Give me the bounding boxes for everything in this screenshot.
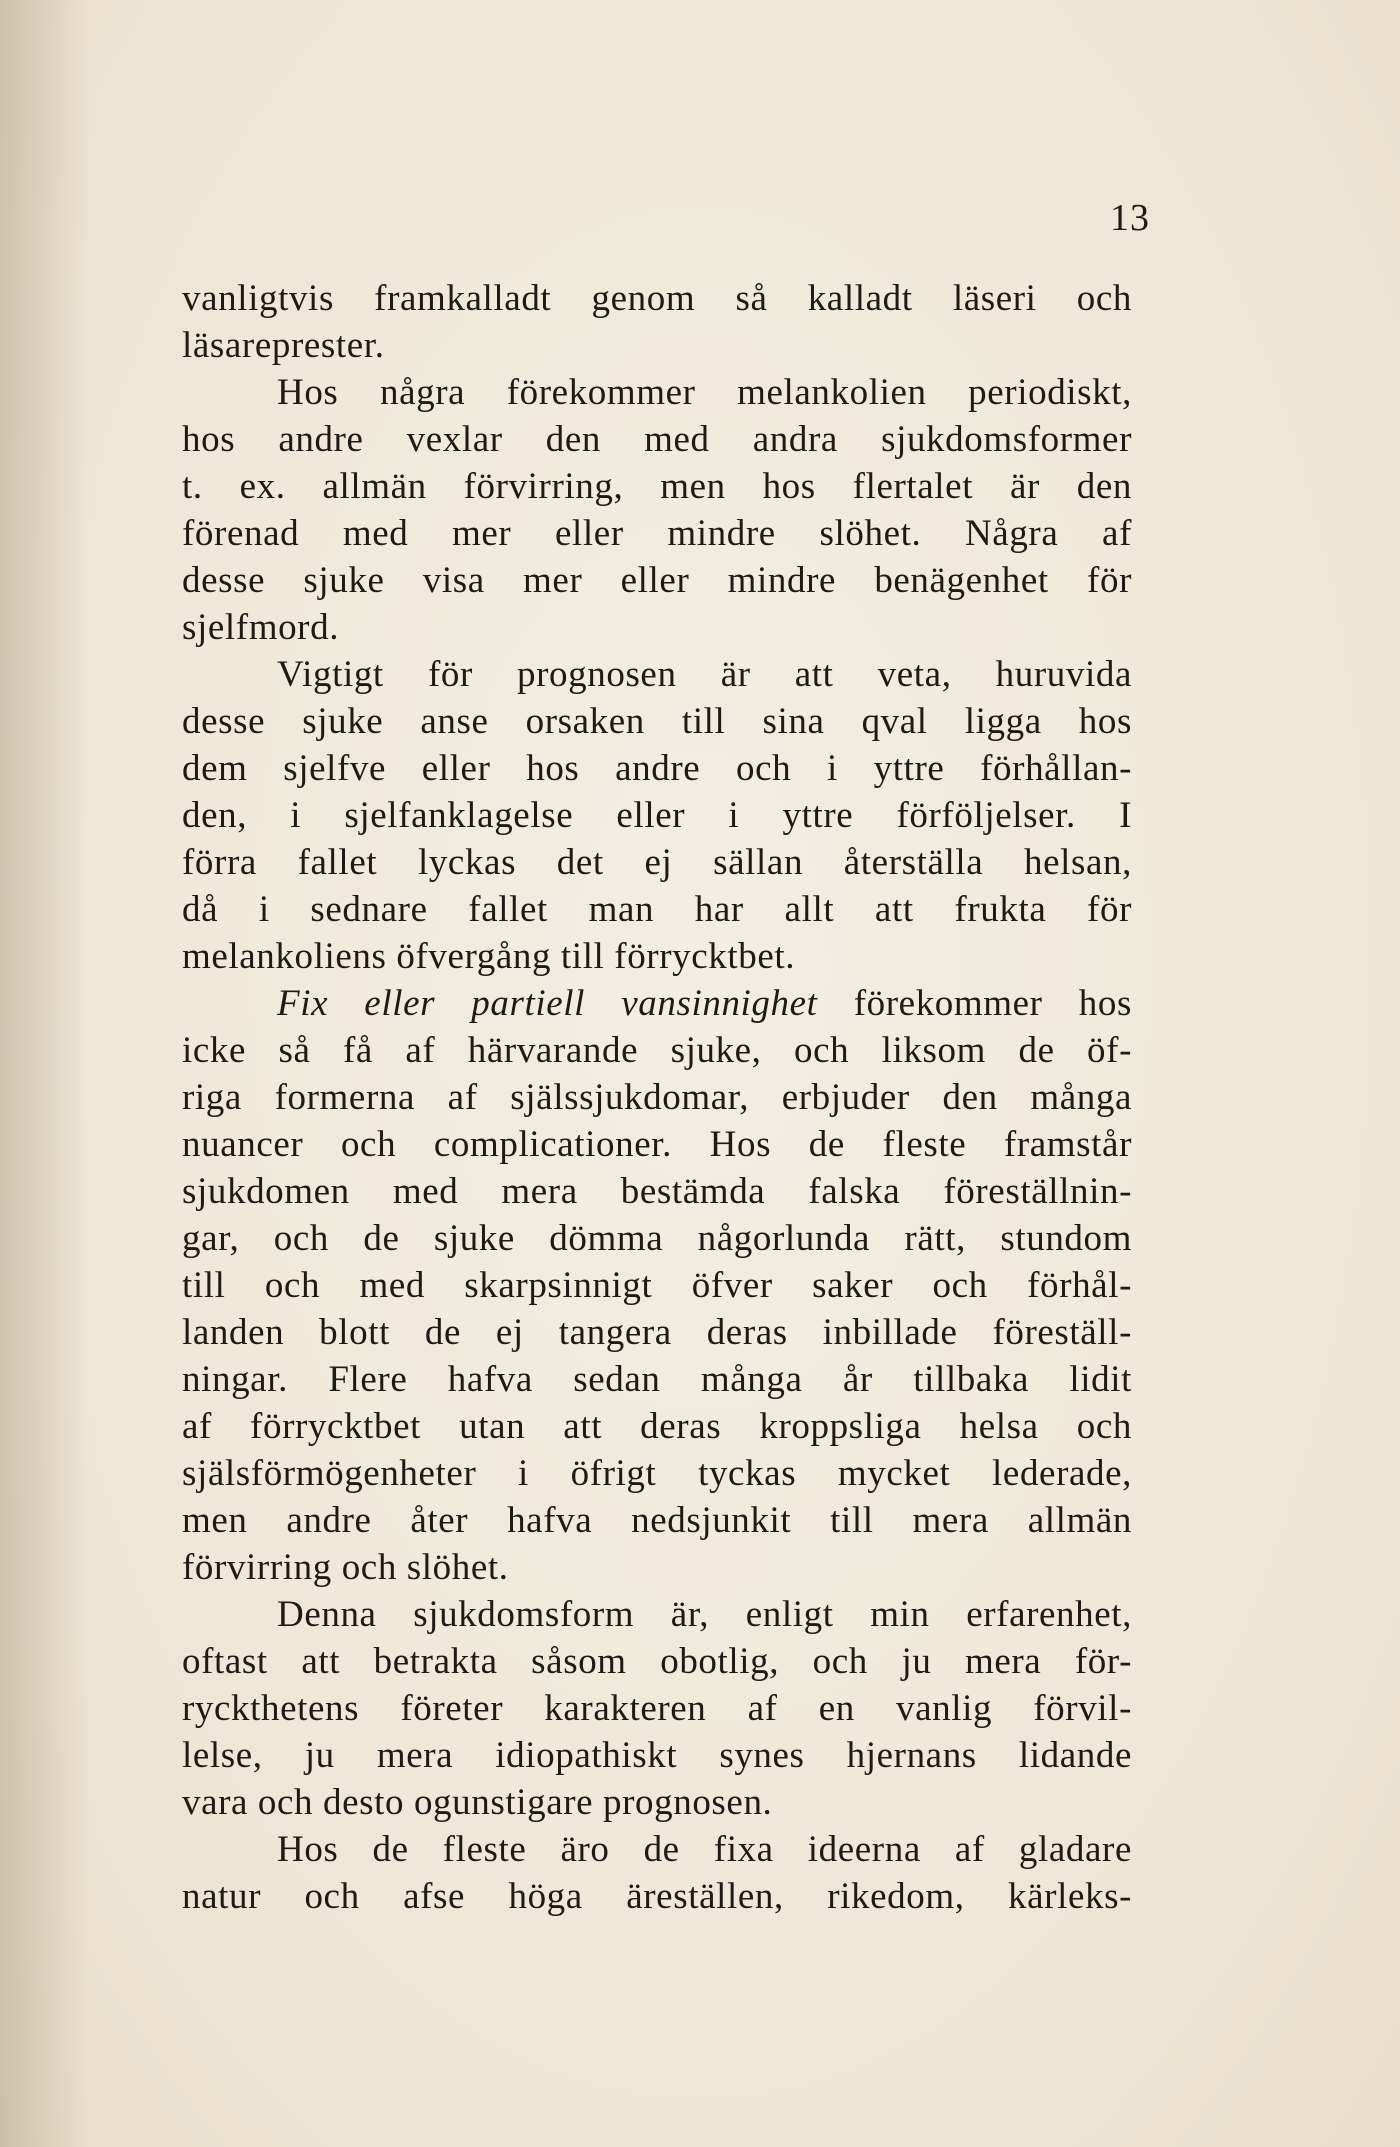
line-text: desse sjuke visa mer eller mindre benägenhet för	[182, 560, 1132, 601]
line-text: förvirring och slöhet.	[182, 1547, 509, 1588]
body-text	[182, 275, 1132, 1920]
line-text: dem sjelfve eller hos andre och i yttre förhållan-	[182, 748, 1132, 789]
line-text: nuancer och complicationer. Hos de fleste framstår	[182, 1124, 1132, 1165]
line-text: Hos de fleste äro de fixa ideerna af gladare	[277, 1829, 1132, 1870]
text-line	[182, 1074, 1132, 1121]
text-line	[182, 1450, 1132, 1497]
text-line	[182, 698, 1132, 745]
text-line	[182, 604, 1132, 651]
text-line	[182, 980, 1132, 1027]
text-line	[182, 275, 1132, 322]
text-line	[182, 745, 1132, 792]
line-text: gar, och de sjuke dömma någorlunda rätt, stundom	[182, 1218, 1132, 1259]
line-text: ningar. Flere hafva sedan många år tillbaka lidit	[182, 1359, 1132, 1400]
text-line	[182, 1168, 1132, 1215]
line-text: desse sjuke anse orsaken till sina qval ligga hos	[182, 701, 1132, 742]
text-line	[182, 1826, 1132, 1873]
line-text: den, i sjelfanklagelse eller i yttre förföljelser. I	[182, 795, 1132, 836]
italic-term: Fix eller partiell vansinnighet	[277, 983, 818, 1024]
text-line	[182, 1685, 1132, 1732]
line-text: förekommer hos	[853, 983, 1132, 1024]
text-line	[182, 886, 1132, 933]
text-line	[182, 1873, 1132, 1920]
line-text: Denna sjukdomsform är, enligt min erfarenhet,	[277, 1594, 1132, 1635]
line-text: oftast att betrakta såsom obotlig, och ju mera för-	[182, 1641, 1132, 1682]
line-text: vara och desto ogunstigare prognosen.	[182, 1782, 773, 1823]
line-text: Vigtigt för prognosen är att veta, huruvida	[277, 654, 1132, 695]
text-line	[182, 1591, 1132, 1638]
text-line	[182, 792, 1132, 839]
text-line	[182, 1544, 1132, 1591]
text-line	[182, 416, 1132, 463]
text-line	[182, 1779, 1132, 1826]
line-text: melankoliens öfvergång till förrycktbet.	[182, 936, 796, 977]
line-text: då i sednare fallet man har allt att frukta för	[182, 889, 1132, 930]
text-line	[182, 510, 1132, 557]
text-line	[182, 1497, 1132, 1544]
line-text: sjukdomen med mera bestämda falska föreställnin-	[182, 1171, 1132, 1212]
line-text: förenad med mer eller mindre slöhet. Några af	[182, 513, 1132, 554]
text-line	[182, 1262, 1132, 1309]
line-text: icke så få af härvarande sjuke, och liksom de öf-	[182, 1030, 1132, 1071]
line-text: Hos några förekommer melankolien periodiskt,	[277, 372, 1132, 413]
line-text: vanligtvis framkalladt genom så kalladt läseri och	[182, 278, 1132, 319]
text-line	[182, 1638, 1132, 1685]
line-text: sjelfmord.	[182, 607, 340, 648]
text-line	[182, 839, 1132, 886]
page-gutter-shadow	[0, 0, 90, 2147]
page-number: 13	[1110, 197, 1150, 239]
text-line	[182, 1356, 1132, 1403]
line-text: till och med skarpsinnigt öfver saker och förhål-	[182, 1265, 1132, 1306]
line-text: t. ex. allmän förvirring, men hos flertalet är den	[182, 466, 1132, 507]
line-text: natur och afse höga äreställen, rikedom, kärleks-	[182, 1876, 1132, 1917]
line-text: landen blott de ej tangera deras inbillade föreställ-	[182, 1312, 1132, 1353]
line-text: ryckthetens företer karakteren af en vanlig förvil-	[182, 1688, 1132, 1729]
text-line	[182, 1215, 1132, 1262]
text-line	[182, 1732, 1132, 1779]
line-text: läsareprester.	[182, 325, 385, 366]
line-text: förra fallet lyckas det ej sällan återställa helsan,	[182, 842, 1132, 883]
text-line	[182, 651, 1132, 698]
text-line	[182, 369, 1132, 416]
text-line	[182, 1027, 1132, 1074]
text-line	[182, 1121, 1132, 1168]
text-line	[182, 557, 1132, 604]
text-line	[182, 1309, 1132, 1356]
text-line	[182, 322, 1132, 369]
line-text: riga formerna af själssjukdomar, erbjuder den många	[182, 1077, 1132, 1118]
line-text: af förrycktbet utan att deras kroppsliga helsa och	[182, 1406, 1132, 1447]
line-text: men andre åter hafva nedsjunkit till mera allmän	[182, 1500, 1132, 1541]
line-text: själsförmögenheter i öfrigt tyckas mycket lederade,	[182, 1453, 1132, 1494]
text-line	[182, 933, 1132, 980]
line-text: hos andre vexlar den med andra sjukdomsformer	[182, 419, 1132, 460]
line-text: lelse, ju mera idiopathiskt synes hjernans lidande	[182, 1735, 1132, 1776]
text-line	[182, 1403, 1132, 1450]
text-line	[182, 463, 1132, 510]
